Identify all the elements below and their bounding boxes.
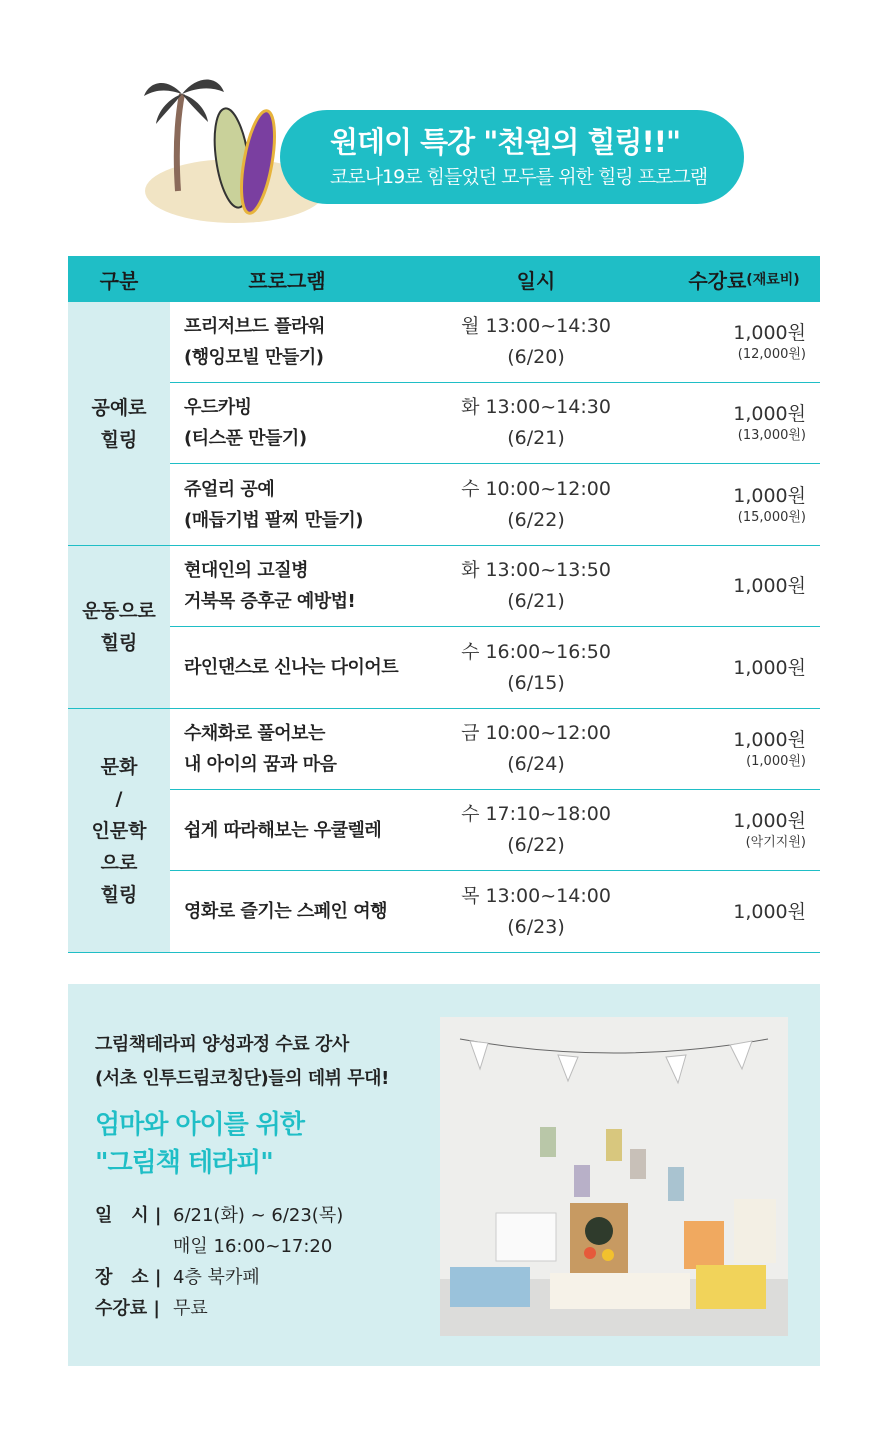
program-time: 월 13:00~14:30 — [461, 315, 611, 337]
program-fee: 1,000원 — [733, 403, 806, 425]
table-group — [68, 302, 820, 546]
program-time: 화 13:00~13:50 — [461, 559, 611, 581]
program-fee: 1,000원 — [733, 575, 806, 597]
group-category: 운동으로 힐링 — [68, 546, 170, 708]
program-time: 수 10:00~12:00 — [461, 477, 611, 500]
program-fee: 1,000원 — [733, 656, 806, 679]
table-row — [170, 464, 820, 545]
info-value: 4층 북카페 — [173, 1267, 260, 1288]
program-name: 현대인의 고질병 거북목 증후군 예방법! — [184, 560, 356, 612]
table-group — [68, 709, 820, 953]
info-label: 수강료 | — [95, 1298, 161, 1319]
program-date: (6/21) — [507, 427, 565, 449]
program-name: 라인댄스로 신나는 다이어트 — [184, 657, 399, 678]
header-fee-note: (재료비) — [746, 272, 800, 288]
program-fee: 1,000원 — [733, 729, 806, 751]
table-header — [68, 256, 820, 302]
banner-title: 원데이 특강 "천원의 힐링!!" — [330, 125, 681, 159]
info-row-fee — [95, 1293, 343, 1324]
program-date: (6/22) — [507, 834, 565, 856]
program-table — [68, 256, 820, 953]
program-name: 쥬얼리 공예 (매듭기법 팔찌 만들기) — [184, 478, 363, 531]
header-category: 구분 — [99, 268, 139, 293]
therapy-section — [68, 984, 820, 1366]
program-time: 수 16:00~16:50 — [461, 640, 611, 663]
program-material-fee: (악기지원) — [745, 835, 806, 850]
program-material-fee: (15,000원) — [737, 509, 806, 525]
therapy-intro: 그림책테라피 양성과정 수료 강사 (서초 인투드림코칭단)들의 데뷔 무대! — [95, 1034, 389, 1089]
info-value: 무료 — [173, 1298, 208, 1319]
program-name: 우드카빙 (티스푼 만들기) — [184, 397, 307, 449]
program-date: (6/23) — [507, 915, 565, 938]
program-date: (6/15) — [507, 671, 565, 694]
info-label: 일 시 | — [95, 1205, 162, 1226]
program-date: (6/22) — [507, 508, 565, 531]
program-time: 목 13:00~14:00 — [461, 884, 611, 907]
table-row — [170, 709, 820, 790]
program-material-fee: (13,000원) — [737, 428, 806, 443]
banner-subtitle: 코로나19로 힘들었던 모두를 위한 힐링 프로그램 — [330, 166, 708, 188]
header-datetime: 일시 — [516, 268, 556, 293]
program-name: 프리저브드 플라워 (행잉모빌 만들기) — [184, 316, 325, 368]
info-row-place — [95, 1262, 343, 1293]
event-banner — [140, 66, 750, 236]
header-fee-label: 수강료 — [688, 268, 747, 293]
table-row — [170, 790, 820, 871]
program-material-fee: (12,000원) — [737, 347, 806, 362]
info-label: 장 소 | — [95, 1267, 162, 1288]
book-display-photo — [440, 1017, 788, 1336]
table-row — [170, 383, 820, 464]
program-fee: 1,000원 — [733, 484, 806, 507]
program-fee: 1,000원 — [733, 810, 806, 832]
program-time: 금 10:00~12:00 — [461, 722, 611, 744]
info-row-datetime — [95, 1200, 343, 1262]
table-group — [68, 546, 820, 709]
program-material-fee: (1,000원) — [746, 754, 806, 769]
info-value: 6/21(화) ~ 6/23(목) 매일 16:00~17:20 — [173, 1205, 344, 1257]
program-name: 수채화로 풀어보는 내 아이의 꿈과 마음 — [184, 723, 337, 775]
program-fee: 1,000원 — [733, 322, 806, 344]
header-program: 프로그램 — [248, 268, 326, 293]
program-time: 화 13:00~14:30 — [461, 396, 611, 418]
program-time: 수 17:10~18:00 — [461, 803, 611, 825]
header-fee — [668, 256, 820, 302]
group-category: 공예로 힐링 — [68, 302, 170, 545]
table-row — [170, 302, 820, 383]
therapy-info — [95, 1200, 343, 1324]
therapy-headline: 엄마와 아이를 위한 "그림책 테라피" — [95, 1110, 305, 1178]
program-name: 쉽게 따라해보는 우쿨렐레 — [184, 819, 382, 841]
program-date: (6/20) — [507, 346, 565, 368]
group-category: 문화 / 인문학 으로 힐링 — [68, 709, 170, 952]
program-fee: 1,000원 — [733, 900, 806, 923]
program-date: (6/24) — [507, 753, 565, 775]
table-row — [170, 871, 820, 952]
program-name: 영화로 즐기는 스페인 여행 — [184, 901, 388, 922]
table-row — [170, 627, 820, 708]
table-row — [170, 546, 820, 627]
program-date: (6/21) — [507, 590, 565, 612]
banner-title-pill — [280, 110, 744, 204]
therapy-photo — [440, 1017, 788, 1336]
